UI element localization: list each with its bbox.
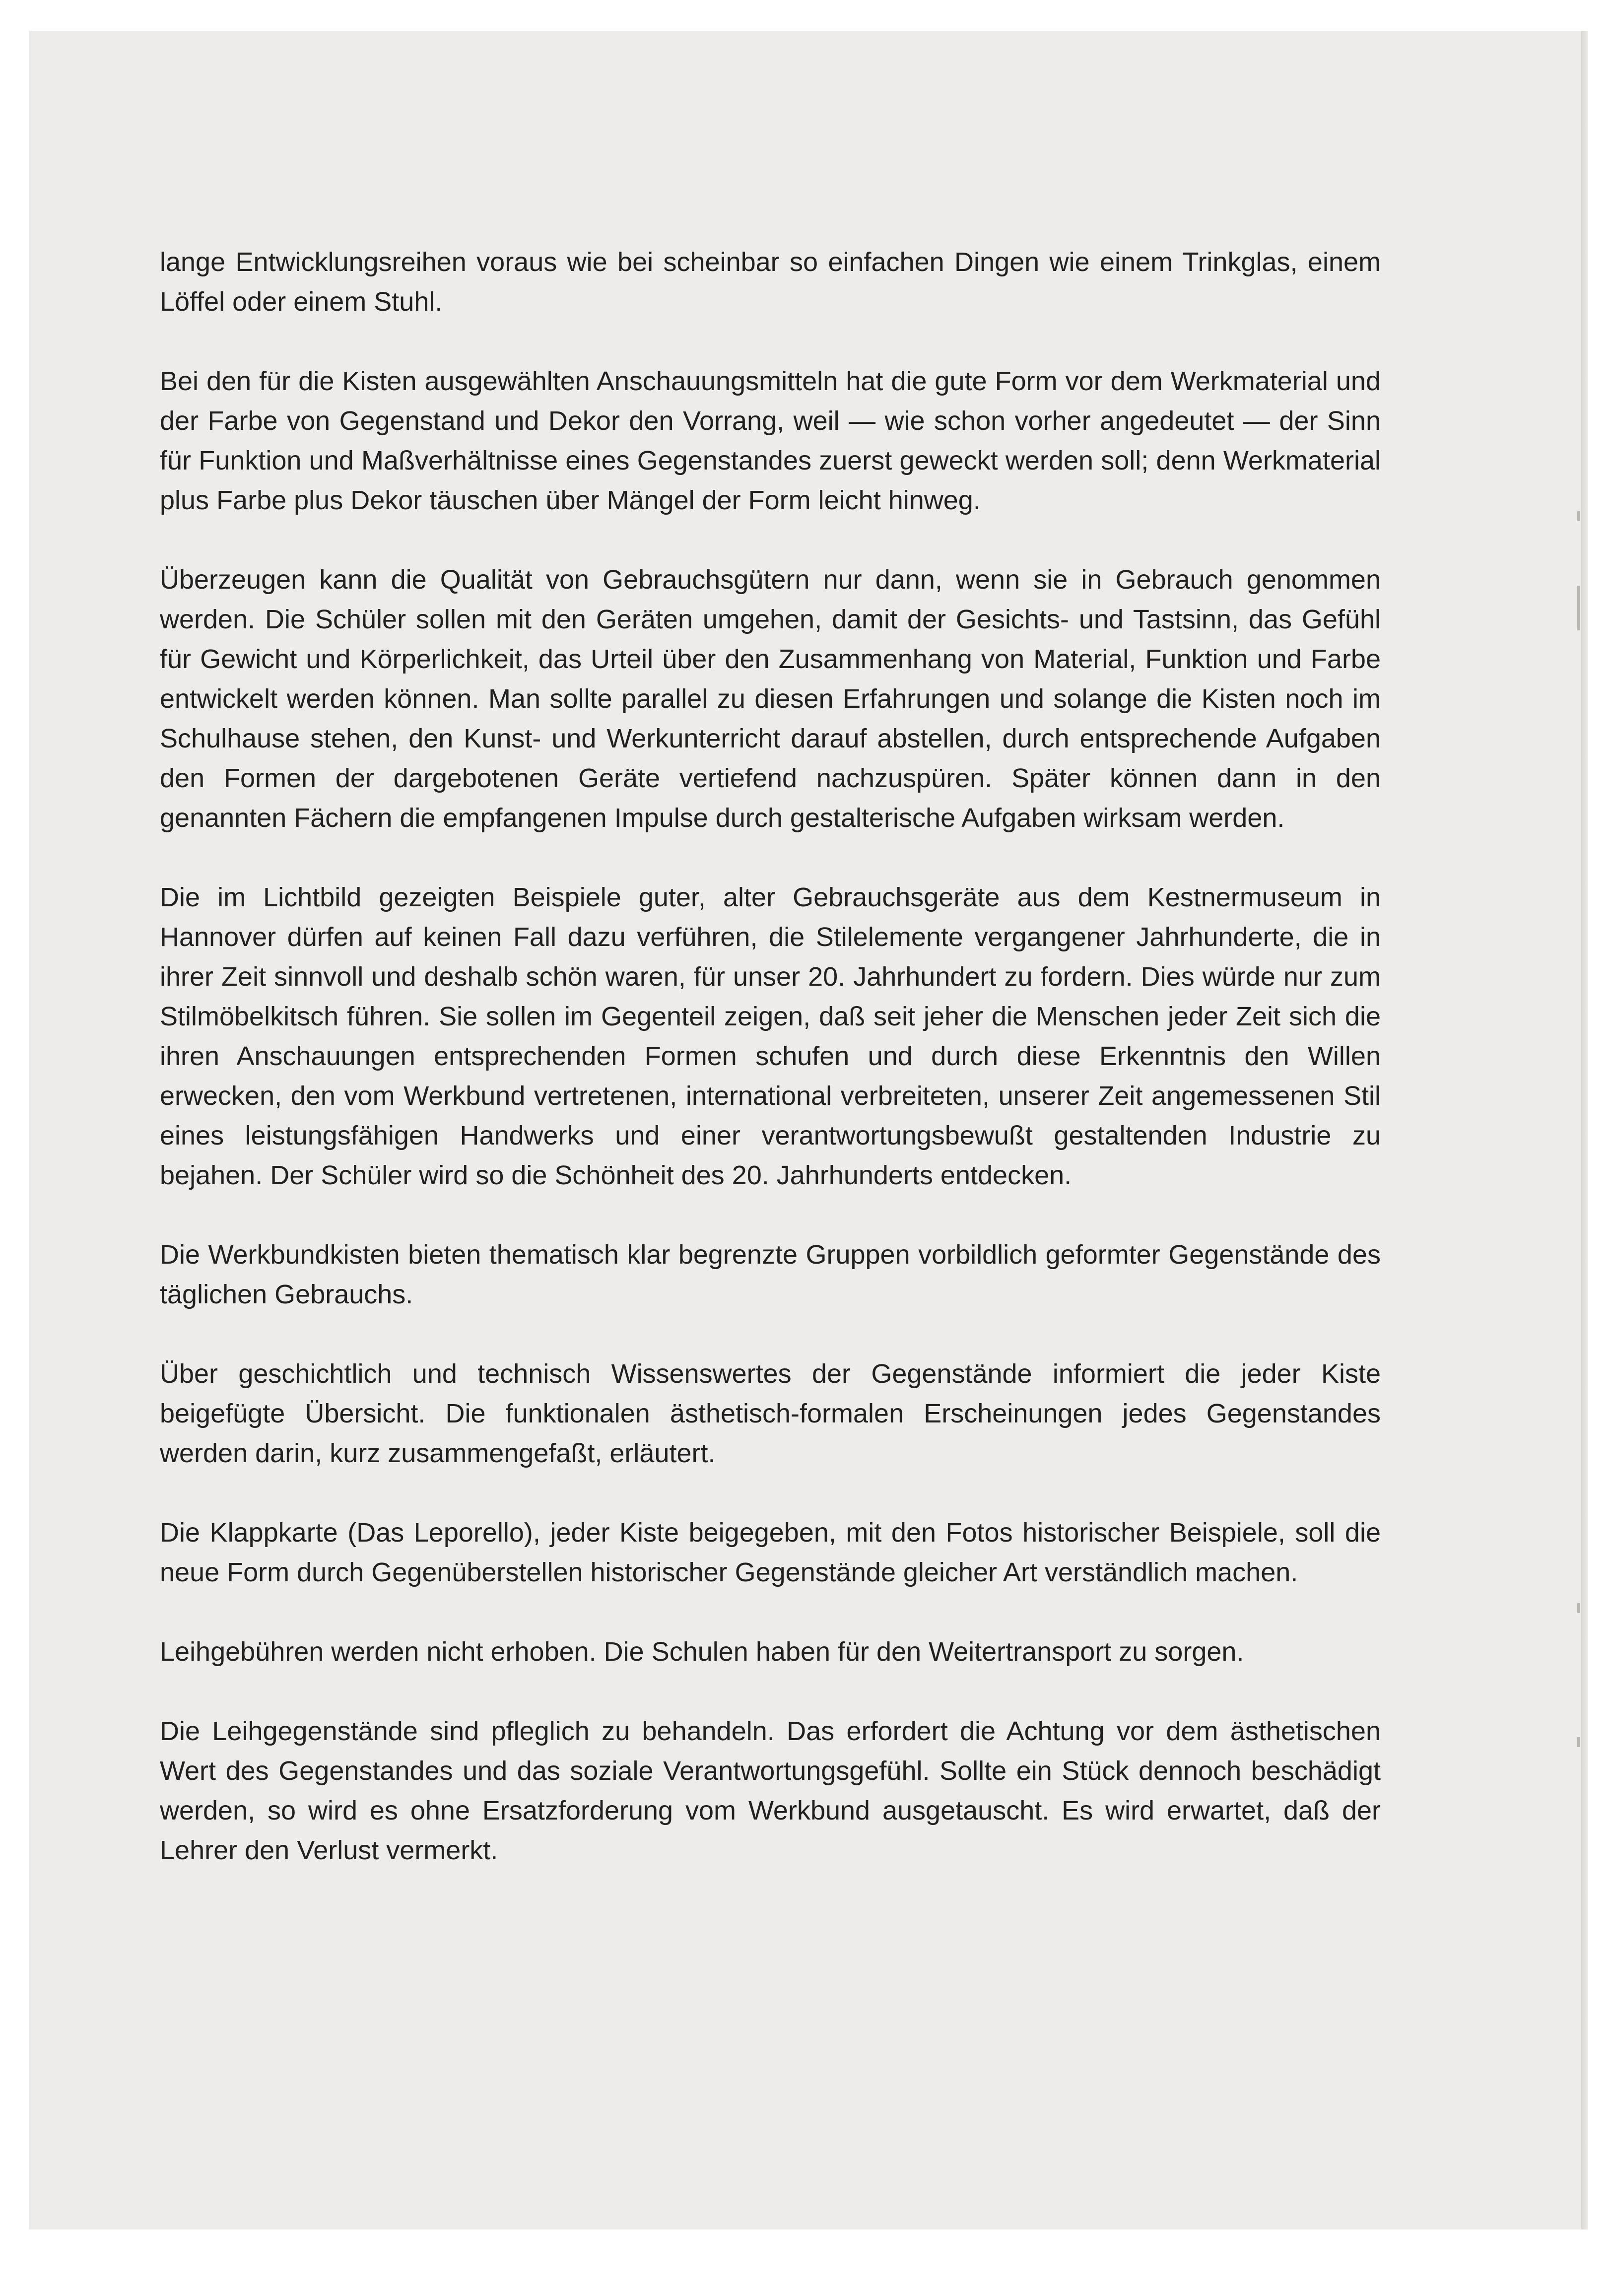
page-edge xyxy=(1581,31,1588,2229)
paragraph-9: Die Leihgegenstände sind pfleglich zu behandeln. Das erfordert die Achtung vor dem ästhetischen Wert des Gegenstandes und das soziale Verantwortungsgefühl. Sollte ein Stück dennoch beschädigt werden, so wird es ohne Ersatzforderung vom Werkbund ausgetauscht. Es wird erwartet, daß der Lehrer den Verlust vermerkt. xyxy=(160,1716,1381,1865)
paragraph-7: Die Klappkarte (Das Leporello), jeder Kiste beigegeben, mit den Fotos historischer Beispiele, soll die neue Form durch Gegenüberstellen historischer Gegenstände gleicher Art verständlich machen. xyxy=(160,1518,1381,1587)
paragraph-4: Die im Lichtbild gezeigten Beispiele guter, alter Gebrauchsgeräte aus dem Kestnermuseum in Hannover dürfen auf keinen Fall dazu verführen, die Stilelemente vergangener Jahrhunderte, die in ihrer Zeit sinnvoll und deshalb schön waren, für unser 20. Jahrhundert zu fordern. Dies würde nur zum Stilmöbelkitsch führen. Sie sollen im Gegenteil zeigen, daß seit jeher die Menschen jeder Zeit sich die ihren Anschauungen entsprechenden Formen schufen und durch diese Erkenntnis den Willen erwecken, den vom Werkbund vertretenen, international verbreiteten, unserer Zeit angemessenen Stil eines leistungsfähigen Handwerks und einer verantwortungsbewußt gestaltenden Industrie zu bejahen. Der Schüler wird so die Schönheit des 20. Jahrhunderts entdecken. xyxy=(160,882,1381,1190)
paragraph-6: Über geschichtlich und technisch Wissenswertes der Gegenstände informiert die jeder Kiste beigefügte Übersicht. Die funktionalen ästhetisch-formalen Erscheinungen jedes Gegenstandes werden darin, kurz zusammengefaßt, erläutert. xyxy=(160,1359,1381,1468)
binding-mark xyxy=(1577,511,1580,521)
body-text xyxy=(160,242,1381,1870)
binding-mark xyxy=(1577,1603,1580,1613)
paragraph-2: Bei den für die Kisten ausgewählten Anschauungsmitteln hat die gute Form vor dem Werkmaterial und der Farbe von Gegenstand und Dekor den Vorrang, weil — wie schon vorher angedeutet — der Sinn für Funktion und Maßverhältnisse eines Gegenstandes zuerst geweckt werden soll; denn Werkmaterial plus Farbe plus Dekor täuschen über Mängel der Form leicht hinweg. xyxy=(160,366,1381,515)
paragraph-8: Leihgebühren werden nicht erhoben. Die Schulen haben für den Weitertransport zu sorgen. xyxy=(160,1637,1244,1667)
paragraph-1: lange Entwicklungsreihen voraus wie bei scheinbar so einfachen Dingen wie einem Trinkglas, einem Löffel oder einem Stuhl. xyxy=(160,247,1381,317)
binding-mark xyxy=(1577,1737,1580,1747)
binding-mark xyxy=(1577,586,1580,630)
paragraph-3: Überzeugen kann die Qualität von Gebrauchsgütern nur dann, wenn sie in Gebrauch genommen werden. Die Schüler sollen mit den Geräten umgehen, damit der Gesichts- und Tastsinn, das Gefühl für Gewicht und Körperlichkeit, das Urteil über den Zusammenhang von Material, Funktion und Farbe entwickelt werden können. Man sollte parallel zu diesen Erfahrungen und solange die Kisten noch im Schulhause stehen, den Kunst- und Werkunterricht darauf abstellen, durch entsprechende Aufgaben den Formen der dargebotenen Geräte vertiefend nachzuspüren. Später können dann in den genannten Fächern die empfangenen Impulse durch gestalterische Aufgaben wirksam werden. xyxy=(160,565,1381,833)
paragraph-5: Die Werkbundkisten bieten thematisch klar begrenzte Gruppen vorbildlich geformter Gegenstände des täglichen Gebrauchs. xyxy=(160,1240,1381,1309)
